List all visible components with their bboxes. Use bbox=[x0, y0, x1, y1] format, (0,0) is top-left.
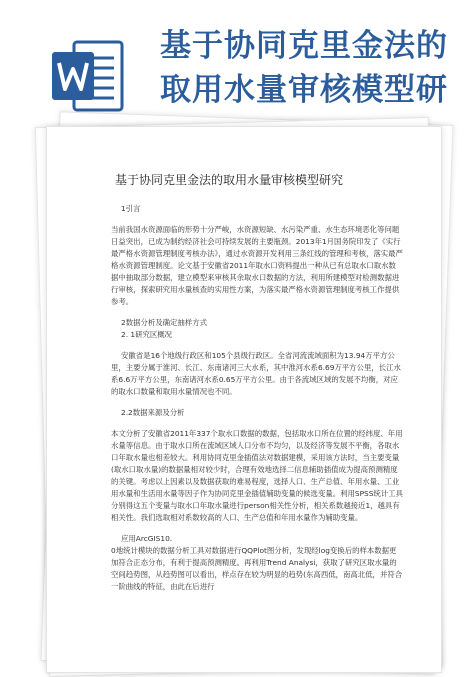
page-title: 基于协同克里金法的取用水量审核模型研 bbox=[160, 28, 448, 108]
page-header bbox=[0, 0, 474, 120]
document-title: 基于协同克里金法的取用水量审核模型研究 bbox=[115, 173, 344, 187]
document-body bbox=[111, 203, 403, 593]
paragraph: 本文分析了安徽省2011年337个取水口数据的数据，包括取水口所在位置的经纬度、年用水量等信息。由于取水口所在流域区域人口分布不均匀，以及经济等发展不平衡，各取水口年取水量也相差较大。利用协同克里金插值法对数据建模，采用该方法时，当主要变量(取水口取水量)的数据量相对较少时，合理有效地选择二信息辅助插值成为提高预测精度的关键。考虑以上因素以及数据获取的难易程度，选择人口、生产总值、年用水量、工业用水量和生活用水量等因子作为协同克里金插值辅助变量的候选变量。利用SPSS统计工具分别得这五个变量与取水口年取水量进行person相关性分析，相关系数越接近1，越具有相关性。我们选取相对系数较高的人口、生产总值和年用水量作为辅助变量。 bbox=[111, 429, 403, 522]
document-page bbox=[46, 126, 442, 673]
paragraph: 0地统计模块的数据分析工具对数据进行QQPlot图分析，发现经log变换后的样本数据更加符合正态分布，有利于提高预测精度。再利用Trend Analysi，获取了研究区取水量的空间趋势图，从趋势图可以看出，样点存在较为明显的趋势(东高西低，南高北低，并符合一阶曲线的特征，由此在后进行 bbox=[111, 546, 403, 591]
paragraph: 当前我国水资源面临的形势十分严峻，水资源短缺、水污染严重、水生态环境恶化等问题日益突出，已成为制约经济社会可持续发展的主要瓶颈。2013年1月国务院印发了《实行最严格水资源管理制度考核办法》，通过水资源开发利用三条红线的管理和考核，落实最严格水资源管理制度。论文基于安徽省2011年取水口资料提出一种从已有总取水口取水数据中抽取部分数据，建立模型来审核其余取水口数据的方法，利用所建模型对检测数据进行审核，探索研究用水量核查的实用性方案，为落实最严格水资源管理制度考核工作提供参考。 bbox=[111, 225, 403, 306]
paragraph: 应用ArcGIS10. bbox=[121, 534, 173, 543]
word-doc-icon bbox=[52, 38, 126, 114]
section-heading: 1引言 bbox=[121, 204, 141, 213]
section-heading: 2. 1研究区概况 bbox=[121, 330, 173, 339]
document-preview bbox=[36, 118, 448, 669]
section-heading: 2.2数据来源及分析 bbox=[121, 408, 185, 417]
paragraph: 安徽省是16个地级行政区和105个县级行政区。全省河流流域面积为13.94万平方公里，主要分属于淮河、长江、东南诸河三大水系，其中淮河水系6.69万平方公里，长江水系6.6万平方公里，东南诸河水系0.65万平方公里。由于各流域区域的发展不均衡，对应的取水口数量和取用水量情况也不同。 bbox=[111, 351, 401, 396]
section-heading: 2数据分析及确定抽样方式 bbox=[121, 318, 208, 327]
